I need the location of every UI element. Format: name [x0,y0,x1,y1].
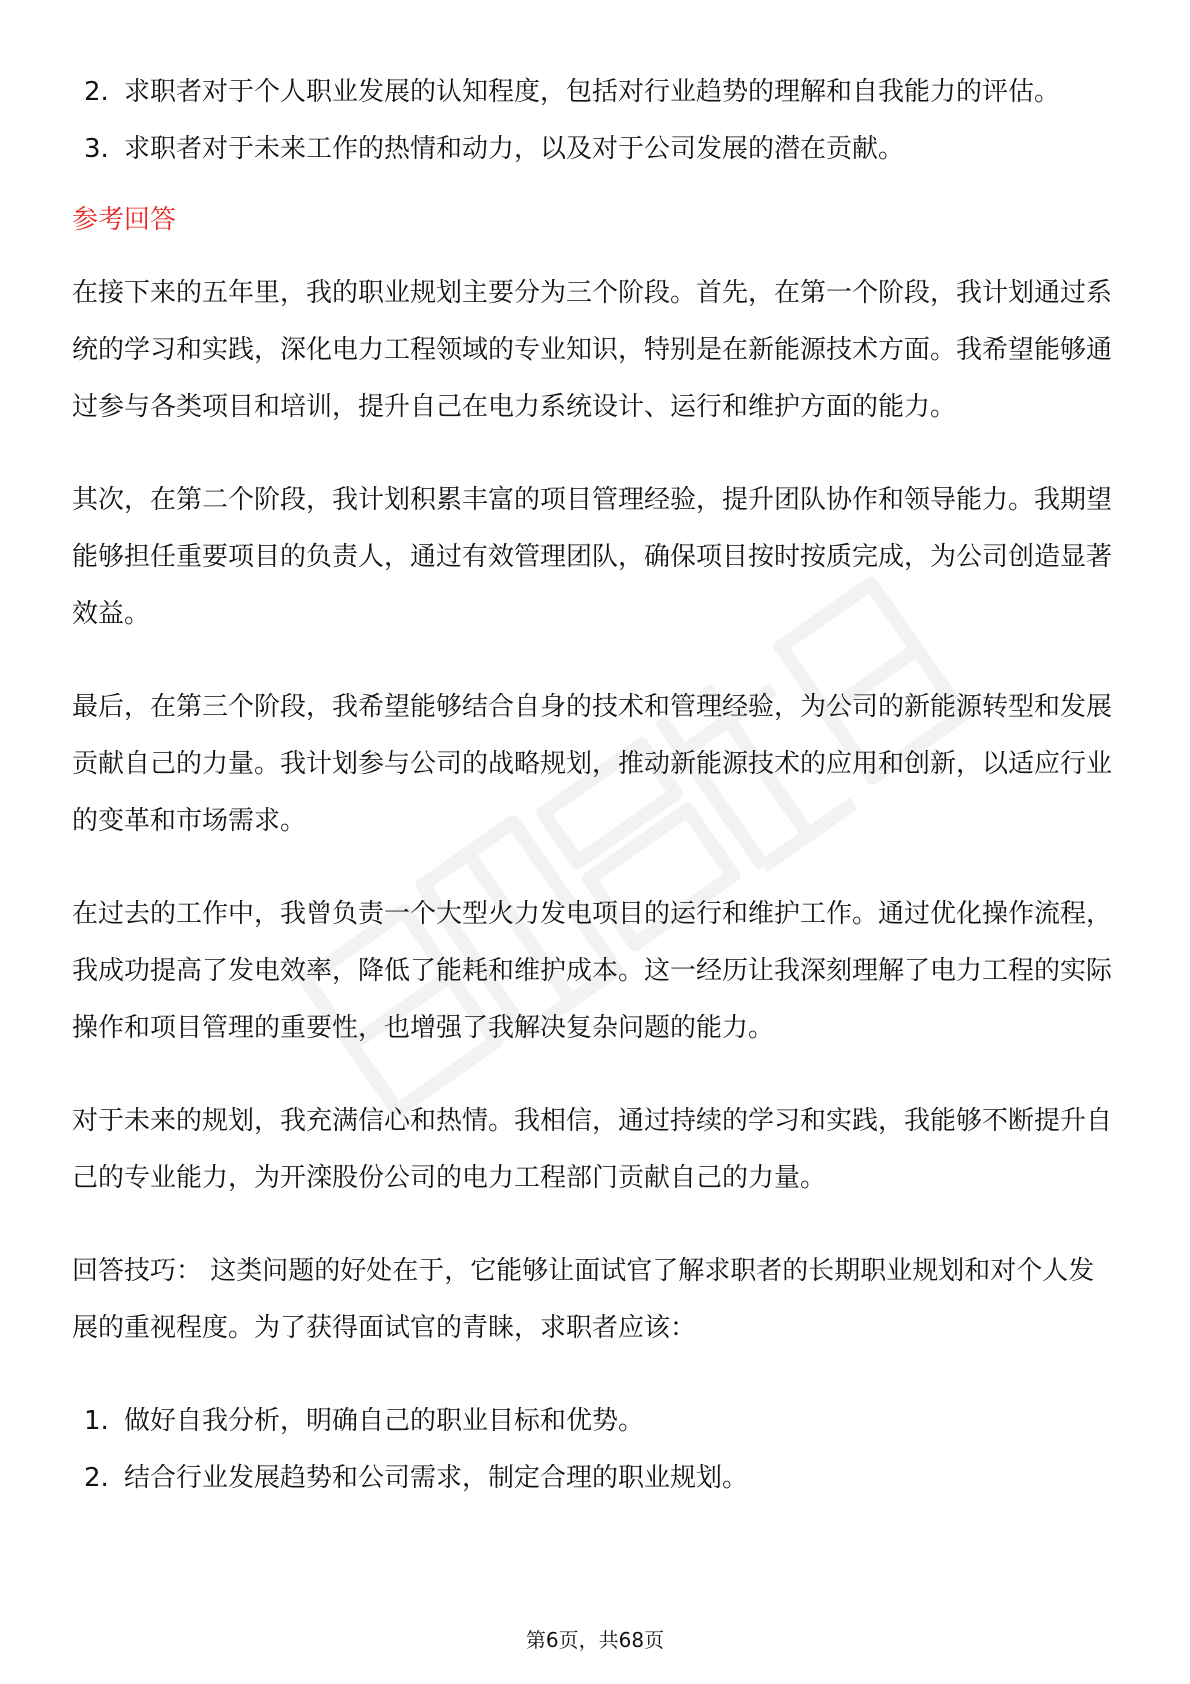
answer-paragraph: 在过去的工作中，我曾负责一个大型火力发电项目的运行和维护工作。通过优化操作流程，我成功提高了发电效率，降低了能耗和维护成本。这一经历让我深刻理解了电力工程的实际操作和项目管理的重要性，也增强了我解决复杂问题的能力。 [72,899,1113,1043]
content [72,64,1118,1507]
list-number: 2. [84,1463,109,1493]
answer-paragraph: 在接下来的五年里，我的职业规划主要分为三个阶段。首先，在第一个阶段，我计划通过系统的学习和实践，深化电力工程领域的专业知识，特别是在新能源技术方面。我希望能够通过参与各类项目和培训，提升自己在电力系统设计、运行和维护方面的能力。 [72,278,1113,422]
list-item-text: 结合行业发展趋势和公司需求，制定合理的职业规划。 [124,1463,749,1493]
list-item [72,1450,1118,1507]
list-item-text: 求职者对于个人职业发展的认知程度，包括对行业趋势的理解和自我能力的评估。 [124,77,1061,107]
list-item [72,1393,1118,1450]
list-item [72,64,1118,121]
section-title: 参考回答 [72,205,177,235]
answer-paragraph: 其次，在第二个阶段，我计划积累丰富的项目管理经验，提升团队协作和领导能力。我期望能够担任重要项目的负责人，通过有效管理团队，确保项目按时按质完成，为公司创造显著效益。 [72,485,1113,629]
list-item-text: 做好自我分析，明确自己的职业目标和优势。 [124,1406,645,1436]
tips-list [72,1393,1118,1507]
criteria-list [72,64,1118,178]
list-item-text: 求职者对于未来工作的热情和动力，以及对于公司发展的潜在贡献。 [124,134,905,164]
answer-paragraph: 对于未来的规划，我充满信心和热情。我相信，通过持续的学习和实践，我能够不断提升自己的专业能力，为开滦股份公司的电力工程部门贡献自己的力量。 [72,1106,1113,1193]
page-number: 第6页，共68页 [525,1628,665,1652]
list-number: 2. [84,77,109,107]
list-item [72,121,1118,178]
tips-paragraph: 回答技巧： 这类问题的好处在于，它能够让面试官了解求职者的长期职业规划和对个人发展的重视程度。为了获得面试官的青睐，求职者应该： [72,1256,1095,1343]
list-number: 3. [84,134,109,164]
list-number: 1. [84,1406,109,1436]
answer-paragraph: 最后，在第三个阶段，我希望能够结合自身的技术和管理经验，为公司的新能源转型和发展贡献自己的力量。我计划参与公司的战略规划，推动新能源技术的应用和创新，以适应行业的变革和市场需求。 [72,692,1113,836]
